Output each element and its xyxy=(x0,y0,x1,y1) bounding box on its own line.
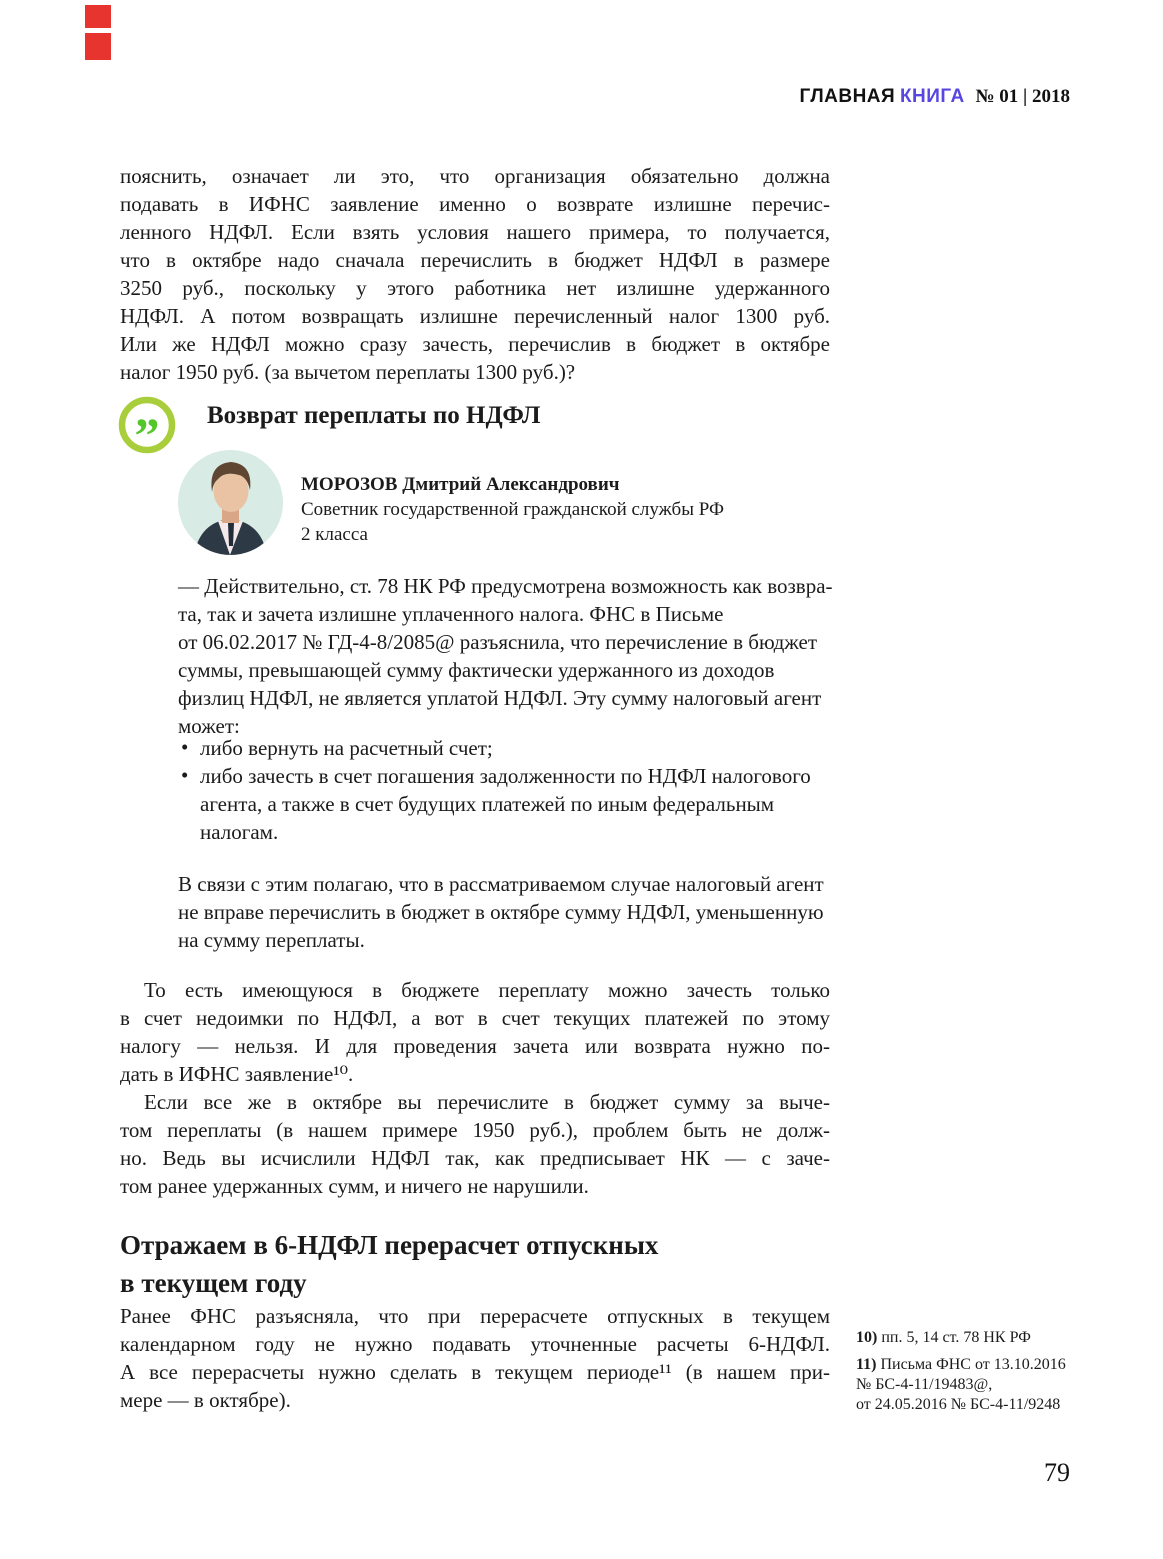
footnote-text: пп. 5, 14 ст. 78 НК РФ xyxy=(881,1329,1031,1346)
footnote-number: 10) xyxy=(856,1329,878,1346)
expert-block xyxy=(178,450,724,555)
footnote-11 xyxy=(856,1355,1106,1415)
svg-text:”: ” xyxy=(134,407,160,454)
bullet-item xyxy=(178,762,834,846)
magazine-name-accent: КНИГА xyxy=(899,86,965,107)
page-number: 79 xyxy=(1044,1458,1070,1487)
bullet-dot: • xyxy=(181,763,189,787)
red-flag-marker xyxy=(85,5,111,60)
issue-number: № 01 | 2018 xyxy=(975,86,1070,107)
quote-conclusion-paragraph: В связи с этим полагаю, что в рассматриваемом случае налоговый агент не вправе перечислить в бюджет в октябре сумму НДФЛ, уменьшенную на сумму переплаты. xyxy=(178,872,824,952)
footnote-text: от 24.05.2016 № БС-4-11/9248 xyxy=(856,1396,1061,1413)
body-paragraph: Если все же в октябре вы перечислите в бюджет сумму за выче- том переплаты (в нашем примере 1950 руб.), проблем быть не долж- но. Ведь вы исчислили НДФЛ так, как предписывает НК — с заче- том ранее удержанных сумм, и ничего не нарушили. xyxy=(120,1090,830,1198)
expert-info xyxy=(301,450,724,555)
expert-role-class: 2 класса xyxy=(301,524,368,545)
intro-paragraph: пояснить, означает ли это, что организация обязательно должна подавать в ИФНС заявление именно о возврате излишне перечис- ленного НДФЛ. Если взять условия нашего примера, то получается, что в октябре надо сначала перечислить в бюджет НДФЛ в размере 3250 руб., поскольку у этого работника нет излишне удержанного НДФЛ. А потом возвращать излишне перечисленный налог 1300 руб. Или же НДФЛ можно сразу зачесть, перечислив в бюджет в октябре налог 1950 руб. (за вычетом переплаты 1300 руб.)? xyxy=(120,164,830,384)
red-flag-bar-top xyxy=(85,5,111,28)
expert-role: Советник государственной гражданской службы РФ xyxy=(301,499,724,520)
footnote-text: Письма ФНС от 13.10.2016 xyxy=(880,1356,1066,1373)
bullet-list xyxy=(178,734,834,846)
expert-photo-avatar xyxy=(178,450,283,555)
section-heading: Отражаем в 6-НДФЛ перерасчет отпускных в текущем году xyxy=(120,1230,659,1298)
bullet-item-text: либо зачесть в счет погашения задолженности по НДФЛ налогового агента, а также в счет будущих платежей по иным федеральным налогам. xyxy=(200,764,811,844)
footnote-text: № БС-4-11/19483@, xyxy=(856,1376,993,1393)
quote-paragraph: — Действительно, ст. 78 НК РФ предусмотрена возможность как возвра- та, так и зачета излишне уплаченного налога. ФНС в Письме от 06.02.2017 № ГД-4-8/2085@ разъяснила, что перечисление в бюджет суммы, превышающей сумму фактически удержанного из доходов физлиц НДФЛ, не является уплатой НДФЛ. Эту сумму налоговый агент может: xyxy=(178,574,833,738)
page-header xyxy=(800,86,1070,108)
section-paragraph: Ранее ФНС разъясняла, что при перерасчете отпускных в текущем календарном году не нужно подавать уточненные расчеты 6-НДФЛ. А все перерасчеты нужно сделать в текущем периоде¹¹ (в нашем при- мере — в октябре). xyxy=(120,1304,830,1412)
footnote-number: 11) xyxy=(856,1356,877,1373)
footnotes xyxy=(856,1328,1106,1422)
quote-section-title: Возврат переплаты по НДФЛ xyxy=(207,402,541,429)
quote-icon xyxy=(118,396,176,454)
red-flag-bar-bottom xyxy=(85,33,111,60)
footnote-10 xyxy=(856,1328,1106,1348)
bullet-item xyxy=(178,734,834,762)
body-paragraph: То есть имеющуюся в бюджете переплату можно зачесть только в счет недоимки по НДФЛ, а вот в счет текущих платежей по этому налогу — нельзя. И для проведения зачета или возврата нужно по- дать в ИФНС заявление¹⁰. xyxy=(120,978,830,1086)
bullet-item-text: либо вернуть на расчетный счет; xyxy=(200,736,493,760)
magazine-name: ГЛАВНАЯ xyxy=(799,86,896,107)
expert-name: МОРОЗОВ Дмитрий Александрович xyxy=(301,474,620,495)
bullet-dot: • xyxy=(181,735,189,759)
